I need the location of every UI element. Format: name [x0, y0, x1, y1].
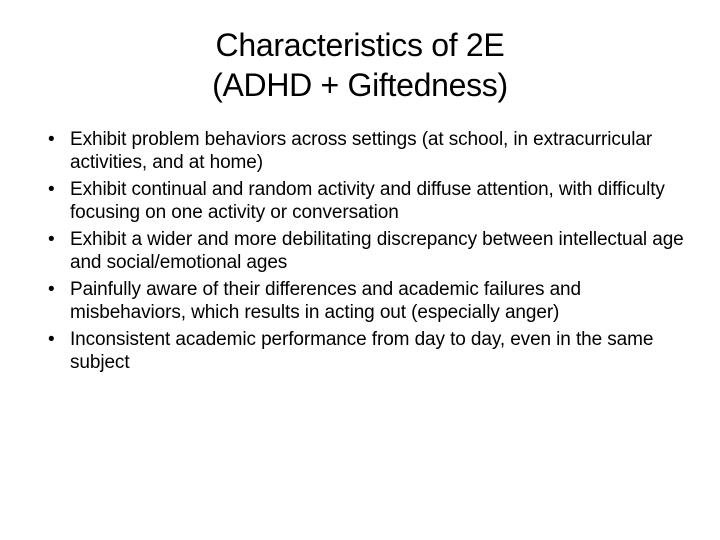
title-line-2: (ADHD + Giftedness) [212, 67, 508, 103]
bullet-icon: • [48, 279, 55, 300]
slide-title [36, 25, 684, 105]
bullet-icon: • [48, 329, 55, 350]
bullet-text: Painfully aware of their differences and academic failures and misbehaviors, which results in acting out (especially anger) [70, 279, 581, 323]
bullet-icon: • [48, 229, 55, 250]
bullet-text: Exhibit continual and random activity and diffuse attention, with difficulty focusing on one activity or conversation [70, 179, 665, 223]
bullet-item [48, 228, 688, 274]
bullet-item [48, 328, 688, 374]
bullet-text: Exhibit problem behaviors across settings (at school, in extracurricular activities, and at home) [70, 129, 653, 173]
bullet-text: Exhibit a wider and more debilitating discrepancy between intellectual age and social/emotional ages [70, 229, 684, 273]
bullet-icon: • [48, 129, 55, 150]
bullet-text: Inconsistent academic performance from day to day, even in the same subject [70, 329, 654, 373]
bullet-item [48, 178, 688, 224]
bullet-item [48, 128, 688, 174]
bullet-list [48, 128, 688, 378]
bullet-item [48, 278, 688, 324]
title-line-1: Characteristics of 2E [215, 27, 505, 63]
bullet-icon: • [48, 179, 55, 200]
